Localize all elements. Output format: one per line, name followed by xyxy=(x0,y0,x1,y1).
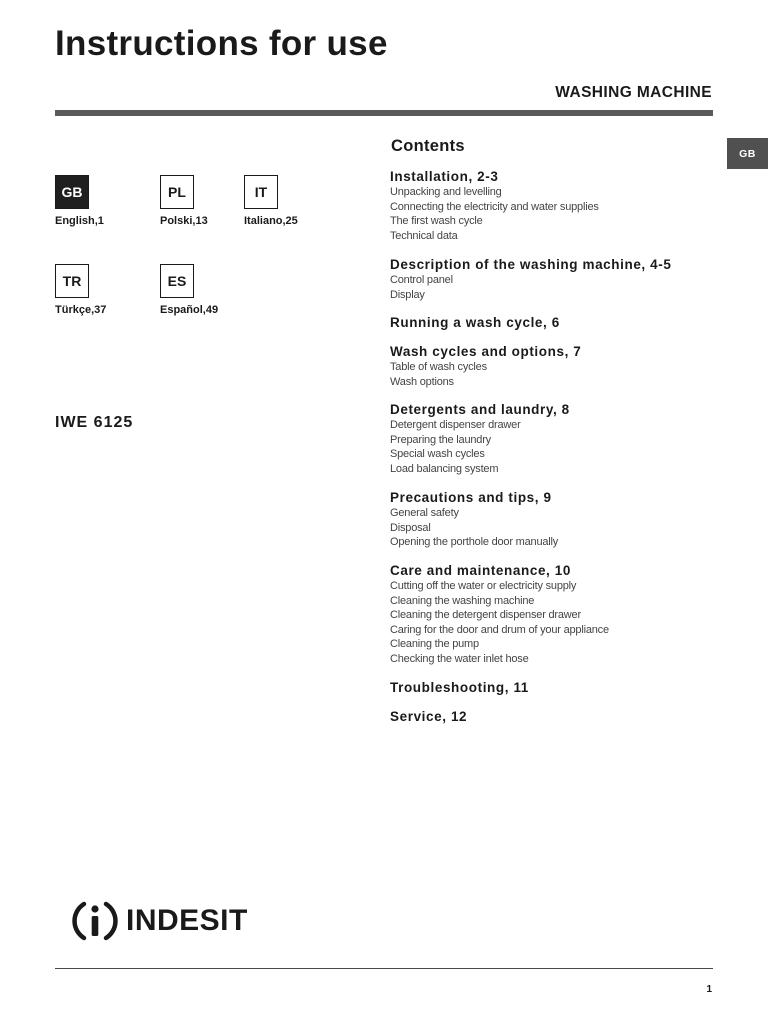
toc-item[interactable]: Caring for the door and drum of your appliance xyxy=(390,623,609,636)
toc-section-title[interactable]: Troubleshooting, 11 xyxy=(390,680,529,695)
page-title: Instructions for use xyxy=(55,24,388,63)
toc-section-title[interactable]: Description of the washing machine, 4-5 xyxy=(390,257,672,272)
toc-item[interactable]: Special wash cycles xyxy=(390,448,485,461)
language-code-box: GB xyxy=(55,175,89,209)
language-label: Italiano,25 xyxy=(244,215,298,227)
product-type: WASHING MACHINE xyxy=(555,84,712,101)
toc-section-description[interactable] xyxy=(390,257,720,302)
toc-section-running[interactable] xyxy=(390,315,720,331)
toc-item[interactable]: The first wash cycle xyxy=(390,215,483,228)
language-code-box: IT xyxy=(244,175,278,209)
language-code-box: PL xyxy=(160,175,194,209)
language-label: English,1 xyxy=(55,215,104,227)
page-number: 1 xyxy=(706,984,712,995)
toc-item[interactable]: Cleaning the washing machine xyxy=(390,594,535,607)
language-label: Español,49 xyxy=(160,304,219,316)
toc-item[interactable]: Table of wash cycles xyxy=(390,361,487,373)
toc-section-precautions[interactable] xyxy=(390,490,720,550)
toc-item[interactable]: Display xyxy=(390,288,425,301)
toc-section-title[interactable]: Service, 12 xyxy=(390,709,468,724)
toc-section-title[interactable]: Running a wash cycle, 6 xyxy=(390,315,560,330)
contents-heading: Contents xyxy=(391,137,465,155)
toc-item[interactable]: Load balancing system xyxy=(390,462,499,475)
toc-item[interactable]: Disposal xyxy=(390,521,431,534)
language-code-box: ES xyxy=(160,264,194,298)
footer-divider xyxy=(55,968,713,969)
toc-section-title[interactable]: Care and maintenance, 10 xyxy=(390,563,571,578)
model-number: IWE 6125 xyxy=(55,414,134,431)
toc-item[interactable]: General safety xyxy=(390,507,459,519)
toc-section-wash-cycles[interactable] xyxy=(390,344,720,389)
toc-item[interactable]: Connecting the electricity and water supplies xyxy=(390,200,599,213)
toc-item[interactable]: Wash options xyxy=(390,375,454,388)
toc-section-title[interactable]: Detergents and laundry, 8 xyxy=(390,402,570,417)
header-divider xyxy=(55,110,713,116)
toc-section-title[interactable]: Wash cycles and options, 7 xyxy=(390,344,582,359)
toc-item[interactable]: Detergent dispenser drawer xyxy=(390,419,521,431)
toc-item[interactable]: Technical data xyxy=(390,229,458,242)
toc-section-service[interactable] xyxy=(390,709,720,725)
brand-logo xyxy=(70,896,248,946)
toc-item[interactable]: Cleaning the pump xyxy=(390,638,479,651)
language-side-tab[interactable]: GB xyxy=(727,138,768,169)
language-option-es[interactable] xyxy=(160,264,260,316)
toc-item[interactable]: Preparing the laundry xyxy=(390,433,491,446)
toc-section-detergents[interactable] xyxy=(390,402,720,476)
language-label: Türkçe,37 xyxy=(55,304,107,316)
toc-item[interactable]: Unpacking and levelling xyxy=(390,186,502,198)
toc-section-title[interactable]: Precautions and tips, 9 xyxy=(390,490,552,505)
language-code-box: TR xyxy=(55,264,89,298)
language-label: Polski,13 xyxy=(160,215,208,227)
toc-section-troubleshooting[interactable] xyxy=(390,680,720,696)
indesit-logo-icon xyxy=(70,896,120,946)
toc-item[interactable]: Checking the water inlet hose xyxy=(390,652,529,665)
language-option-it[interactable] xyxy=(244,175,344,227)
language-option-tr[interactable] xyxy=(55,264,155,316)
toc-section-title[interactable]: Installation, 2-3 xyxy=(390,169,499,184)
toc-section-installation[interactable] xyxy=(390,169,720,243)
toc-section-care[interactable] xyxy=(390,563,720,667)
brand-name: INDESIT xyxy=(126,904,248,937)
toc-item[interactable]: Opening the porthole door manually xyxy=(390,536,559,549)
toc-item[interactable]: Cutting off the water or electricity supply xyxy=(390,580,577,592)
toc-item[interactable]: Cleaning the detergent dispenser drawer xyxy=(390,609,581,622)
toc-item[interactable]: Control panel xyxy=(390,274,453,286)
language-option-gb[interactable] xyxy=(55,175,155,227)
